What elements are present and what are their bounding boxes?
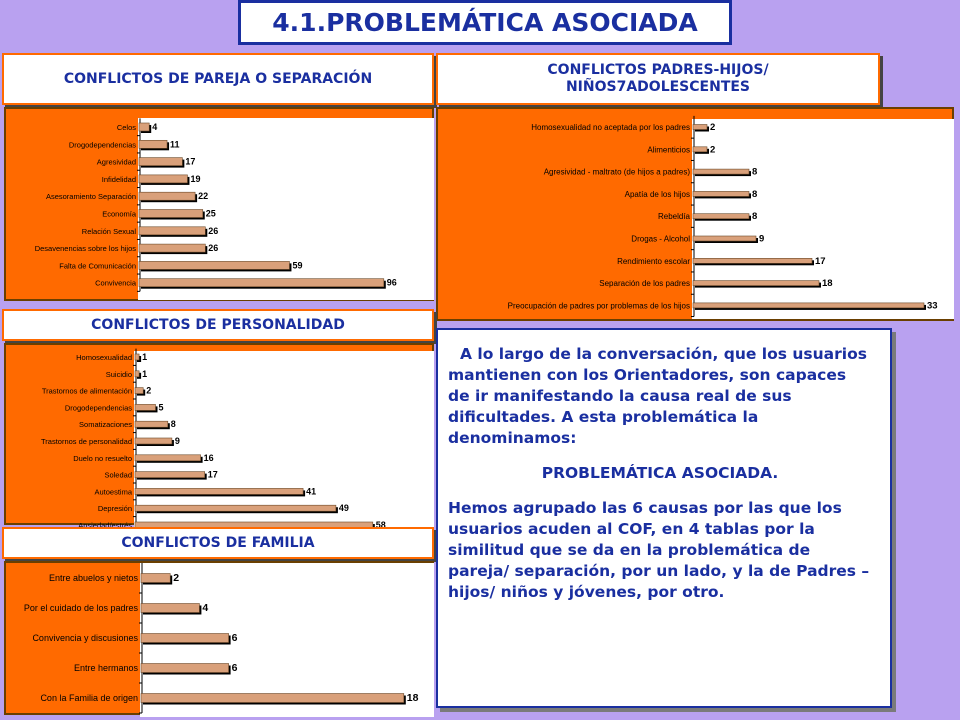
category-label: Trastornos de personalidad	[40, 437, 132, 446]
category-label: Homosexualidad no aceptada por los padres	[531, 123, 690, 132]
paragraph-heading: PROBLEMÁTICA ASOCIADA.	[541, 464, 779, 482]
value-label: 25	[205, 208, 216, 219]
bar-pareja-9	[139, 279, 384, 287]
category-label: Separación de los padres	[599, 279, 690, 289]
category-label: Convivencia y discusiones	[32, 633, 138, 643]
value-label: 9	[174, 436, 180, 446]
chart-familia	[6, 563, 436, 717]
category-label: Autoestima	[94, 487, 132, 497]
value-label: 33	[927, 300, 938, 312]
category-label: Apatía de los hijos	[624, 189, 690, 199]
category-label: Drogodependencias	[64, 403, 132, 413]
category-label: Soledad	[104, 470, 132, 480]
value-label: 9	[759, 233, 765, 245]
bar-familia-4	[141, 694, 404, 703]
category-label: Falta de Comunicación	[59, 261, 136, 271]
category-label: Alimenticios	[647, 145, 690, 155]
bar-familia-0	[141, 574, 170, 583]
bar-padres-2	[693, 169, 749, 174]
value-label: 1	[142, 352, 148, 362]
value-label: 26	[208, 243, 219, 254]
bar-personalidad-2	[135, 388, 143, 394]
category-label: Trastornos de alimentación	[41, 386, 132, 396]
slide-title-box	[238, 0, 732, 45]
value-label: 8	[752, 166, 758, 178]
category-label: Convivencia	[95, 278, 136, 288]
category-label: Con la Familia de origen	[40, 693, 138, 703]
explanation-text-box	[436, 328, 892, 708]
category-label: Por el cuidado de los padres	[23, 603, 138, 613]
value-label: 96	[386, 277, 397, 288]
bar-personalidad-4	[135, 421, 168, 427]
bar-pareja-6	[139, 227, 205, 235]
value-label: 2	[146, 385, 152, 396]
bar-padres-6	[693, 258, 812, 263]
value-label: 22	[198, 191, 209, 202]
header-pareja	[2, 53, 434, 105]
bar-padres-3	[693, 191, 749, 196]
category-label: Entre abuelos y nietos	[48, 573, 138, 583]
value-label: 26	[208, 225, 219, 236]
category-label: Ansiedad/estrés	[78, 521, 132, 527]
bar-personalidad-9	[135, 505, 336, 511]
header-personalidad-label: CONFLICTOS DE PERSONALIDAD	[91, 316, 345, 333]
category-label: Drogas - Alcohol	[631, 234, 690, 244]
category-label: Agresividad - maltrato (de hijos a padres)	[543, 167, 690, 177]
category-label: Entre hermanos	[73, 663, 138, 673]
chart-padres	[438, 109, 956, 323]
category-label: Depresión	[97, 504, 132, 514]
bar-personalidad-8	[135, 488, 303, 494]
bar-familia-2	[141, 634, 229, 643]
value-label: 6	[231, 632, 238, 644]
bar-pareja-2	[139, 158, 182, 166]
bar-familia-1	[141, 604, 199, 613]
value-label: 17	[815, 255, 826, 267]
value-label: 59	[292, 260, 303, 271]
paragraph-intro: A lo largo de la conversación, que los usuarios mantienen con los Orientadores, son capaces de ir manifestando la causa real de sus dificultades. A esta problemática la denominamos:	[448, 345, 867, 447]
value-label: 2	[173, 572, 180, 584]
value-label: 5	[158, 402, 164, 413]
value-label: 8	[170, 419, 176, 430]
value-label: 8	[752, 188, 758, 200]
header-pareja-label: CONFLICTOS DE PAREJA O SEPARACIÓN	[63, 70, 373, 87]
value-label: 16	[203, 452, 214, 463]
chart-personalidad	[6, 345, 436, 527]
category-label: Suicidio	[105, 369, 132, 379]
chart-pareja-panel	[4, 107, 434, 301]
slide-title: 4.1.PROBLEMÁTICA ASOCIADA	[272, 8, 698, 37]
bar-padres-4	[693, 214, 749, 219]
bar-personalidad-7	[135, 472, 205, 478]
header-padres	[436, 53, 880, 105]
value-label: 17	[185, 156, 196, 167]
bar-pareja-7	[139, 244, 205, 252]
category-label: Celos	[116, 123, 136, 132]
bar-padres-7	[693, 281, 819, 286]
value-label: 2	[710, 144, 716, 156]
value-label: 58	[375, 520, 386, 527]
value-label: 18	[406, 692, 419, 704]
header-familia-label: CONFLICTOS DE FAMILIA	[121, 534, 315, 551]
value-label: 4	[152, 122, 158, 132]
bar-pareja-5	[139, 210, 203, 218]
bar-pareja-4	[139, 192, 195, 200]
bar-padres-5	[693, 236, 756, 241]
category-label: Asesoramiento Separación	[45, 192, 136, 202]
category-label: Economía	[102, 209, 136, 219]
value-label: 8	[752, 211, 758, 223]
category-label: Desavenencias sobre los hijos	[34, 244, 136, 254]
bar-personalidad-1	[135, 371, 139, 377]
category-label: Agresividad	[96, 157, 136, 167]
category-label: Duelo no resuelto	[73, 453, 132, 463]
chart-familia-panel	[4, 561, 434, 715]
bar-pareja-3	[139, 175, 187, 183]
bar-pareja-1	[139, 140, 167, 148]
value-label: 41	[306, 486, 317, 497]
header-familia	[2, 527, 434, 559]
paragraph-summary: Hemos agrupado las 6 causas por las que los usuarios acuden al COF, en 4 tablas por la similitud que se da en la problemática de pareja/ separación, por un lado, y la de Padres – hijos/ niños y jóvenes, por otro.	[448, 499, 870, 601]
bar-padres-0	[693, 125, 707, 130]
bar-pareja-0	[139, 123, 149, 131]
value-label: 1	[142, 368, 148, 379]
bar-personalidad-3	[135, 404, 156, 410]
category-label: Relación Sexual	[81, 226, 136, 236]
category-label: Rendimiento escolar	[617, 256, 690, 266]
category-label: Rebeldía	[657, 212, 690, 222]
bar-familia-3	[141, 664, 229, 673]
bar-personalidad-0	[135, 354, 139, 360]
category-label: Preocupación de padres por problemas de los hijos	[507, 301, 690, 311]
bar-personalidad-6	[135, 455, 201, 461]
chart-padres-panel	[436, 107, 954, 321]
value-label: 11	[170, 139, 180, 150]
category-label: Somatizaciones	[79, 420, 132, 430]
value-label: 18	[822, 278, 833, 290]
header-personalidad	[2, 309, 434, 341]
header-padres-label: CONFLICTOS PADRES-HIJOS/ NIÑOS7ADOLESCENTES	[547, 62, 769, 95]
value-label: 17	[207, 469, 218, 480]
bar-padres-8	[693, 303, 924, 308]
chart-personalidad-panel	[4, 343, 434, 525]
value-label: 19	[190, 173, 201, 184]
chart-pareja	[6, 109, 436, 303]
value-label: 49	[338, 503, 349, 514]
value-label: 6	[231, 662, 238, 674]
category-label: Homosexualidad	[76, 353, 132, 362]
bar-padres-1	[693, 147, 707, 152]
value-label: 2	[710, 122, 716, 133]
bar-personalidad-5	[135, 438, 172, 444]
category-label: Infidelidad	[101, 174, 136, 184]
category-label: Drogodependencias	[68, 140, 136, 150]
value-label: 4	[202, 602, 209, 614]
bar-pareja-8	[139, 261, 289, 269]
